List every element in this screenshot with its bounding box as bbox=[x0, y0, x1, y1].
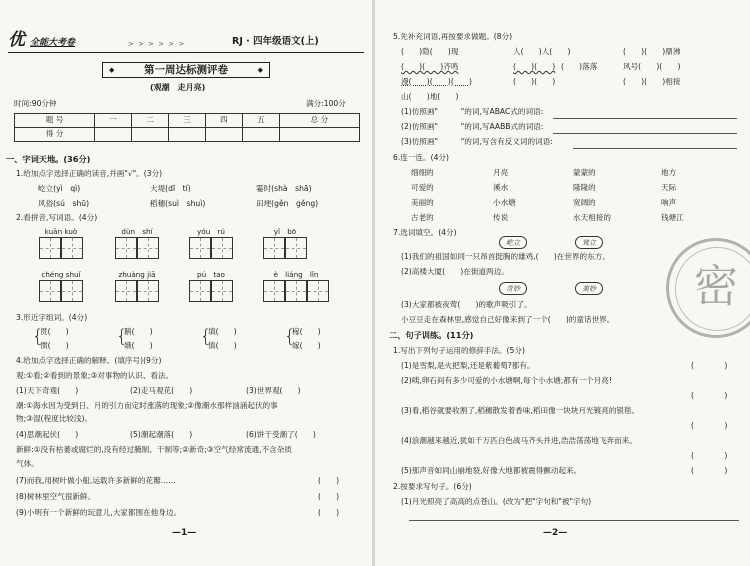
q4-item[interactable]: (5)潮起潮落( ) bbox=[130, 430, 193, 439]
q4-xin-sentence: (8)树林里空气很新鲜。 bbox=[16, 492, 96, 501]
q7-sentence: (2)高楼大厦( )在街道两边。 bbox=[401, 267, 509, 276]
s2q1-sentence: (1)是雪梨,是火把梨,还是紫葡萄?都有。 bbox=[401, 361, 535, 370]
q6-left-word[interactable]: 可爱的 bbox=[411, 183, 434, 192]
q5-item[interactable]: ( )隐( )现 bbox=[401, 47, 459, 56]
s2q1-sentence: (5)那声音如同山崩地裂,好像大地都被震得颤动起来。 bbox=[401, 466, 582, 475]
pinyin-group bbox=[114, 271, 160, 303]
q4-xin-sentence: (9)小明有一个新鲜的玩意儿,大家都围在他身边。 bbox=[16, 508, 182, 517]
writing-box[interactable] bbox=[285, 280, 307, 302]
q4-item[interactable]: (6)饼干受潮了( ) bbox=[246, 430, 316, 439]
score-cell[interactable] bbox=[95, 128, 132, 142]
page-number: —2— bbox=[543, 528, 568, 538]
q3-item[interactable]: 填( ) bbox=[208, 327, 237, 336]
q3-item[interactable]: 鹅( ) bbox=[124, 327, 153, 336]
score-header-cell: 一 bbox=[95, 114, 132, 128]
logo-mark: 优 bbox=[8, 30, 25, 50]
writing-box[interactable] bbox=[39, 280, 61, 302]
writing-box[interactable] bbox=[307, 280, 329, 302]
s2q1-answer-blank[interactable]: ( ) bbox=[691, 466, 728, 475]
q5-item[interactable]: ( )落落 bbox=[561, 62, 598, 71]
q5-sub: (2)仿照画" "的词,写AABB式的词语: bbox=[401, 122, 544, 131]
score-table-header-row bbox=[15, 114, 360, 128]
pinyin-label: yǐ bō bbox=[273, 227, 297, 236]
q5-answer-line[interactable] bbox=[573, 148, 737, 149]
q5-item[interactable]: ( )( )齐鸣 bbox=[401, 62, 459, 71]
pinyin-label: yóu rú bbox=[197, 227, 225, 236]
q5-item[interactable]: ( )( )鼎沸 bbox=[623, 47, 681, 56]
writing-box[interactable] bbox=[263, 237, 285, 259]
writing-box[interactable] bbox=[285, 237, 307, 259]
header-rule bbox=[8, 52, 364, 53]
q4-item[interactable]: (3)世界观( ) bbox=[246, 386, 301, 395]
writing-box[interactable] bbox=[137, 237, 159, 259]
q5-item[interactable]: 山( )地( ) bbox=[401, 92, 459, 101]
s2q1-answer-blank[interactable]: ( ) bbox=[691, 421, 728, 430]
q5-item[interactable]: 漫( )( )( ) bbox=[401, 77, 472, 86]
q7-sentence: 小豆豆走在森林里,感觉自己好像来到了一个( )的童话世界。 bbox=[401, 315, 615, 324]
q4-answer-blank[interactable]: ( ) bbox=[318, 476, 340, 485]
pinyin-group bbox=[188, 228, 234, 260]
writing-box[interactable] bbox=[263, 280, 285, 302]
q4-answer-blank[interactable]: ( ) bbox=[318, 492, 340, 501]
q4-chao-definition: 潮:①海水因为受到日、月的引力而定时涨落的现象;②像潮水那样汹涌起伏的事 bbox=[16, 401, 278, 410]
s2q1-sentence: (2)咦,卵石间有多少可爱的小水塘啊,每个小水塘,都有一个月亮! bbox=[401, 376, 612, 385]
q6-left-word[interactable]: 蒙蒙的 bbox=[573, 168, 596, 177]
score-header-cell: 二 bbox=[132, 114, 169, 128]
pinyin-group bbox=[262, 271, 330, 303]
q6-title: 6.连一连。(4分) bbox=[393, 153, 449, 162]
exam-title-text: ◆ 第一周达标测评卷 bbox=[144, 63, 228, 76]
score-cell[interactable] bbox=[169, 128, 206, 142]
exam-title bbox=[102, 62, 270, 78]
q5-title: 5.先补充词语,再按要求做题。(8分) bbox=[393, 32, 513, 41]
confidential-stamp: 密 bbox=[666, 238, 750, 338]
writing-box[interactable] bbox=[189, 237, 211, 259]
exam-subtitle: (观潮 走月亮) bbox=[150, 83, 206, 92]
q1-item[interactable]: 风俗(sú shū) bbox=[38, 199, 90, 208]
score-row-label: 得 分 bbox=[15, 128, 95, 142]
word-choice-pill[interactable]: 耸立 bbox=[575, 236, 603, 249]
word-choice-pill[interactable]: 屹立 bbox=[499, 236, 527, 249]
q6-left-word[interactable]: 宽阔的 bbox=[573, 198, 596, 207]
s2q2-title: 2.按要求写句子。(6分) bbox=[393, 482, 472, 491]
writing-box[interactable] bbox=[115, 280, 137, 302]
page-code: RJ · 四年级语文(上) bbox=[232, 36, 319, 47]
s2q1-sentence: (3)看,稻谷就要收割了,稻穗散发着香味,稻田像一块块月光镀亮的银毯。 bbox=[401, 406, 640, 415]
score-header-cell: 五 bbox=[242, 114, 279, 128]
q5-item[interactable]: 风号( )( ) bbox=[623, 62, 681, 71]
brace-icon: { bbox=[32, 326, 44, 347]
q4-answer-blank[interactable]: ( ) bbox=[318, 508, 340, 517]
score-header-cell: 总 分 bbox=[279, 114, 359, 128]
q5-sub: (3)仿照画" "的词,写含有反义词的词语: bbox=[401, 137, 553, 146]
q1-item[interactable]: 霎时(shà shā) bbox=[256, 184, 312, 193]
q5-item[interactable]: ( )( )相接 bbox=[623, 77, 681, 86]
s2q1-sentence: (4)浪潮越来越近,犹如千万匹白色战马齐头并进,浩浩荡荡地飞奔而来。 bbox=[401, 436, 637, 445]
q4-guan-definition: 观:①看;②看到的景象;③对事物的认识、看法。 bbox=[16, 371, 174, 380]
q7-title: 7.选词填空。(4分) bbox=[393, 228, 457, 237]
writing-box[interactable] bbox=[39, 237, 61, 259]
full-score: 满分:100分 bbox=[306, 99, 346, 108]
pinyin-label: chéng shuǐ bbox=[41, 270, 81, 279]
q6-right-word[interactable]: 钱塘江 bbox=[661, 213, 684, 222]
q6-left-word[interactable]: 美丽的 bbox=[411, 198, 434, 207]
q4-item[interactable]: (4)思潮起伏( ) bbox=[16, 430, 79, 439]
pinyin-label: kuān kuò bbox=[44, 227, 78, 236]
q3-item[interactable]: 惯( ) bbox=[40, 341, 69, 350]
q2-title: 2.看拼音,写词语。(4分) bbox=[16, 213, 98, 222]
q6-right-word[interactable]: 月亮 bbox=[493, 168, 509, 177]
time-limit: 时间:90分钟 bbox=[14, 99, 57, 108]
pinyin-group bbox=[188, 271, 234, 303]
score-table-score-row bbox=[15, 128, 360, 142]
score-cell[interactable] bbox=[132, 128, 169, 142]
q4-item[interactable]: (1)天下奇观( ) bbox=[16, 386, 79, 395]
s2q1-title: 1.写出下列句子运用的修辞手法。(5分) bbox=[393, 346, 525, 355]
q6-right-word[interactable]: 溪水 bbox=[493, 183, 509, 192]
writing-box[interactable] bbox=[211, 280, 233, 302]
writing-box[interactable] bbox=[61, 237, 83, 259]
s2q2-answer-line[interactable] bbox=[409, 520, 739, 521]
s2q1-answer-blank[interactable]: ( ) bbox=[691, 361, 728, 370]
q3-item[interactable]: 嫁( ) bbox=[292, 341, 321, 350]
q5-item[interactable]: ( )( ) bbox=[513, 77, 556, 86]
q6-left-word[interactable]: 细细的 bbox=[411, 168, 434, 177]
q4-xin-definition: 新鲜:①没有枯萎或腐烂的,没有经过腌制、干制等;②新奇;③空气经常流通,不含杂质 bbox=[16, 445, 292, 454]
q3-item[interactable]: 娥( ) bbox=[124, 341, 153, 350]
section-1-title: 一、字词天地。(36分) bbox=[6, 154, 91, 164]
score-cell[interactable] bbox=[205, 128, 242, 142]
header-arrows: > > > > > > bbox=[128, 40, 186, 48]
q6-right-word[interactable]: 地方 bbox=[661, 168, 677, 177]
writing-box[interactable] bbox=[61, 280, 83, 302]
s2q2-item: (1)月光照亮了高高的点苍山。(改为"把"字句和"被"字句) bbox=[401, 497, 592, 506]
brace-icon: { bbox=[284, 326, 296, 347]
brace-icon: { bbox=[200, 326, 212, 347]
q3-title: 3.形近字组词。(4分) bbox=[16, 313, 88, 322]
q3-item[interactable]: 稼( ) bbox=[292, 327, 321, 336]
brace-icon: { bbox=[116, 326, 128, 347]
pinyin-label: dùn shí bbox=[121, 227, 153, 236]
q1-item[interactable]: 大堤(dī tí) bbox=[150, 184, 191, 193]
page-number: —1— bbox=[172, 528, 197, 538]
pinyin-group bbox=[114, 228, 160, 260]
q6-left-word[interactable]: 隆隆的 bbox=[573, 183, 596, 192]
q3-item[interactable]: 贯( ) bbox=[40, 327, 69, 336]
score-header-cell: 三 bbox=[169, 114, 206, 128]
q6-right-word[interactable]: 响声 bbox=[661, 198, 677, 207]
pinyin-group bbox=[38, 228, 84, 260]
q6-left-word[interactable]: 古老的 bbox=[411, 213, 434, 222]
pinyin-group bbox=[38, 271, 84, 303]
q4-xin-sentence: (7)而我,用树叶做小船,运载许多新鲜的花瓣…… bbox=[16, 476, 176, 485]
exam-page-left bbox=[0, 0, 372, 566]
score-header-cell: 题 号 bbox=[15, 114, 95, 128]
logo-text: 全能大考卷 bbox=[30, 38, 76, 48]
q1-title: 1.给加点字选择正确的读音,并画"√"。(3分) bbox=[16, 169, 163, 178]
q4-title: 4.给加点字选择正确的解释。(填序号)(9分) bbox=[16, 356, 162, 365]
q1-item[interactable]: 田埂(gěn gěng) bbox=[256, 199, 319, 208]
pinyin-label: pú tao bbox=[197, 270, 225, 279]
q6-right-word[interactable]: 天际 bbox=[661, 183, 677, 192]
q4-chao-definition-cont: 物;③湿(程度比较浅)。 bbox=[16, 414, 93, 423]
pinyin-group bbox=[262, 228, 308, 260]
score-table bbox=[14, 113, 360, 142]
q7-sentence: (3)大家都被夜莺( )的歌声吸引了。 bbox=[401, 300, 532, 309]
q5-item[interactable]: ( )( ) bbox=[513, 62, 556, 71]
section-2-title: 二、句子训练。(11分) bbox=[389, 330, 474, 340]
q1-item[interactable]: 屹立(yì qì) bbox=[38, 184, 81, 193]
writing-box[interactable] bbox=[137, 280, 159, 302]
writing-box[interactable] bbox=[211, 237, 233, 259]
writing-box[interactable] bbox=[189, 280, 211, 302]
q3-item[interactable]: 慎( ) bbox=[208, 341, 237, 350]
word-choice-pill[interactable]: 奇妙 bbox=[499, 282, 527, 295]
q4-xin-definition-cont: 气体。 bbox=[16, 459, 39, 468]
word-choice-pill[interactable]: 美妙 bbox=[575, 282, 603, 295]
score-cell[interactable] bbox=[242, 128, 279, 142]
writing-box[interactable] bbox=[115, 237, 137, 259]
q4-item[interactable]: (2)走马观花( ) bbox=[130, 386, 193, 395]
score-header-cell: 四 bbox=[205, 114, 242, 128]
q7-sentence: (1)我们的祖国如同一只昂首挺胸的雄鸡,( )在世界的东方。 bbox=[401, 252, 610, 261]
q6-right-word[interactable]: 小水塘 bbox=[493, 198, 516, 207]
q6-left-word[interactable]: 水天相接的 bbox=[573, 213, 611, 222]
q5-item[interactable]: 人( )人( ) bbox=[513, 47, 571, 56]
q5-sub: (1)仿照画" "的词,写ABAC式的词语: bbox=[401, 107, 544, 116]
score-cell[interactable] bbox=[279, 128, 359, 142]
s2q1-answer-blank[interactable]: ( ) bbox=[691, 391, 728, 400]
s2q1-answer-blank[interactable]: ( ) bbox=[691, 451, 728, 460]
q6-right-word[interactable]: 传说 bbox=[493, 213, 509, 222]
pinyin-label: è liáng lǐn bbox=[273, 270, 319, 279]
q5-answer-line[interactable] bbox=[553, 118, 737, 119]
publisher-logo bbox=[8, 30, 112, 51]
q5-answer-line[interactable] bbox=[553, 133, 737, 134]
pinyin-label: zhuàng jiā bbox=[118, 270, 156, 279]
q1-item[interactable]: 稻穗(suì shuì) bbox=[150, 199, 206, 208]
